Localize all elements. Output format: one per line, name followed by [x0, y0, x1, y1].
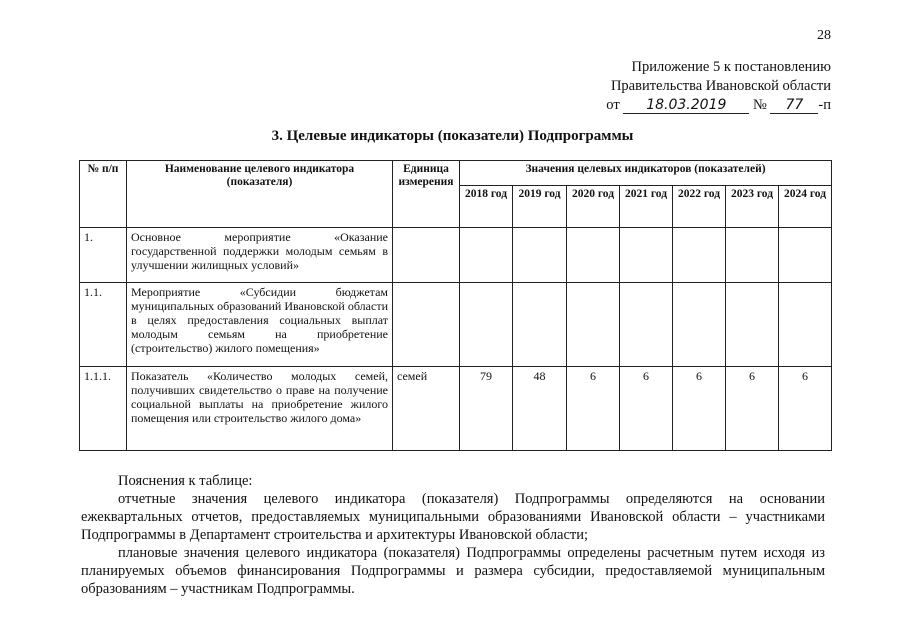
header-year: 2023 год	[726, 186, 779, 228]
header-year: 2022 год	[673, 186, 726, 228]
row-value: 6	[726, 367, 779, 451]
row-value	[460, 283, 513, 367]
row-value: 6	[567, 367, 620, 451]
decree-number: 77	[770, 98, 818, 114]
header-name: Наименование целевого индикатора (показателя)	[127, 161, 393, 228]
number-label: №	[752, 97, 767, 113]
notes-paragraph-reported: отчетные значения целевого индикатора (показателя) Подпрограммы определяются на основании ежеквартальных отчетов, предоставляемых муниципальными образованиями Ивановской области – участниками Подпрограммы в Департамент строительства и архитектуры Ивановской области;	[81, 491, 825, 543]
table-row	[80, 367, 832, 451]
header-year: 2019 год	[513, 186, 567, 228]
row-value	[779, 283, 832, 367]
header-year: 2021 год	[620, 186, 673, 228]
header-unit: Единица измерения	[393, 161, 460, 228]
row-value	[620, 283, 673, 367]
row-value	[673, 228, 726, 283]
row-value: 6	[673, 367, 726, 451]
appendix-line-2: Правительства Ивановской области	[610, 78, 831, 94]
number-suffix: -п	[818, 97, 831, 113]
row-unit	[393, 228, 460, 283]
row-value	[460, 228, 513, 283]
row-num: 1.1.1.	[80, 367, 127, 451]
table-row	[80, 283, 832, 367]
row-value: 79	[460, 367, 513, 451]
row-value	[726, 283, 779, 367]
table-row	[80, 228, 832, 283]
row-value: 6	[779, 367, 832, 451]
row-value	[513, 228, 567, 283]
header-year: 2024 год	[779, 186, 832, 228]
row-num: 1.1.	[80, 283, 127, 367]
notes-heading: Пояснения к таблице:	[118, 473, 253, 489]
indicators-table	[79, 160, 832, 451]
appendix-line-1: Приложение 5 к постановлению	[631, 59, 831, 75]
row-value	[513, 283, 567, 367]
row-value	[779, 228, 832, 283]
section-title: 3. Целевые индикаторы (показатели) Подпрограммы	[271, 128, 634, 144]
header-year: 2018 год	[460, 186, 513, 228]
row-value	[620, 228, 673, 283]
page-number: 28	[817, 28, 831, 43]
table-notes	[81, 472, 825, 598]
row-value: 48	[513, 367, 567, 451]
row-value	[567, 283, 620, 367]
header-year: 2020 год	[567, 186, 620, 228]
header-values-group: Значения целевых индикаторов (показателей)	[460, 161, 832, 186]
row-name: Показатель «Количество молодых семей, получивших свидетельство о праве на получение социальной выплаты на приобретение жилого помещения или строительство жилого дома»	[127, 367, 393, 451]
row-unit	[393, 283, 460, 367]
appendix-line-3	[606, 96, 831, 115]
notes-paragraph-planned: плановые значения целевого индикатора (показателя) Подпрограммы определены расчетным путем исходя из планируемых объемов финансирования Подпрограммы и размера субсидии, предоставляемой муниципальным образованиям – участникам Подпрограммы.	[81, 545, 825, 597]
row-value	[567, 228, 620, 283]
row-unit: семей	[393, 367, 460, 451]
decree-date: 18.03.2019	[623, 98, 749, 114]
from-label: от	[606, 97, 620, 113]
row-value	[726, 228, 779, 283]
row-num: 1.	[80, 228, 127, 283]
header-num: № п/п	[80, 161, 127, 228]
row-value	[673, 283, 726, 367]
row-name: Мероприятие «Субсидии бюджетам муниципальных образований Ивановской области в целях предоставления социальных выплат молодым семьям на приобретение (строительство) жилого помещения»	[127, 283, 393, 367]
row-value: 6	[620, 367, 673, 451]
appendix-header	[606, 58, 831, 115]
row-name: Основное мероприятие «Оказание государственной поддержки молодым семьям в улучшении жилищных условий»	[127, 228, 393, 283]
